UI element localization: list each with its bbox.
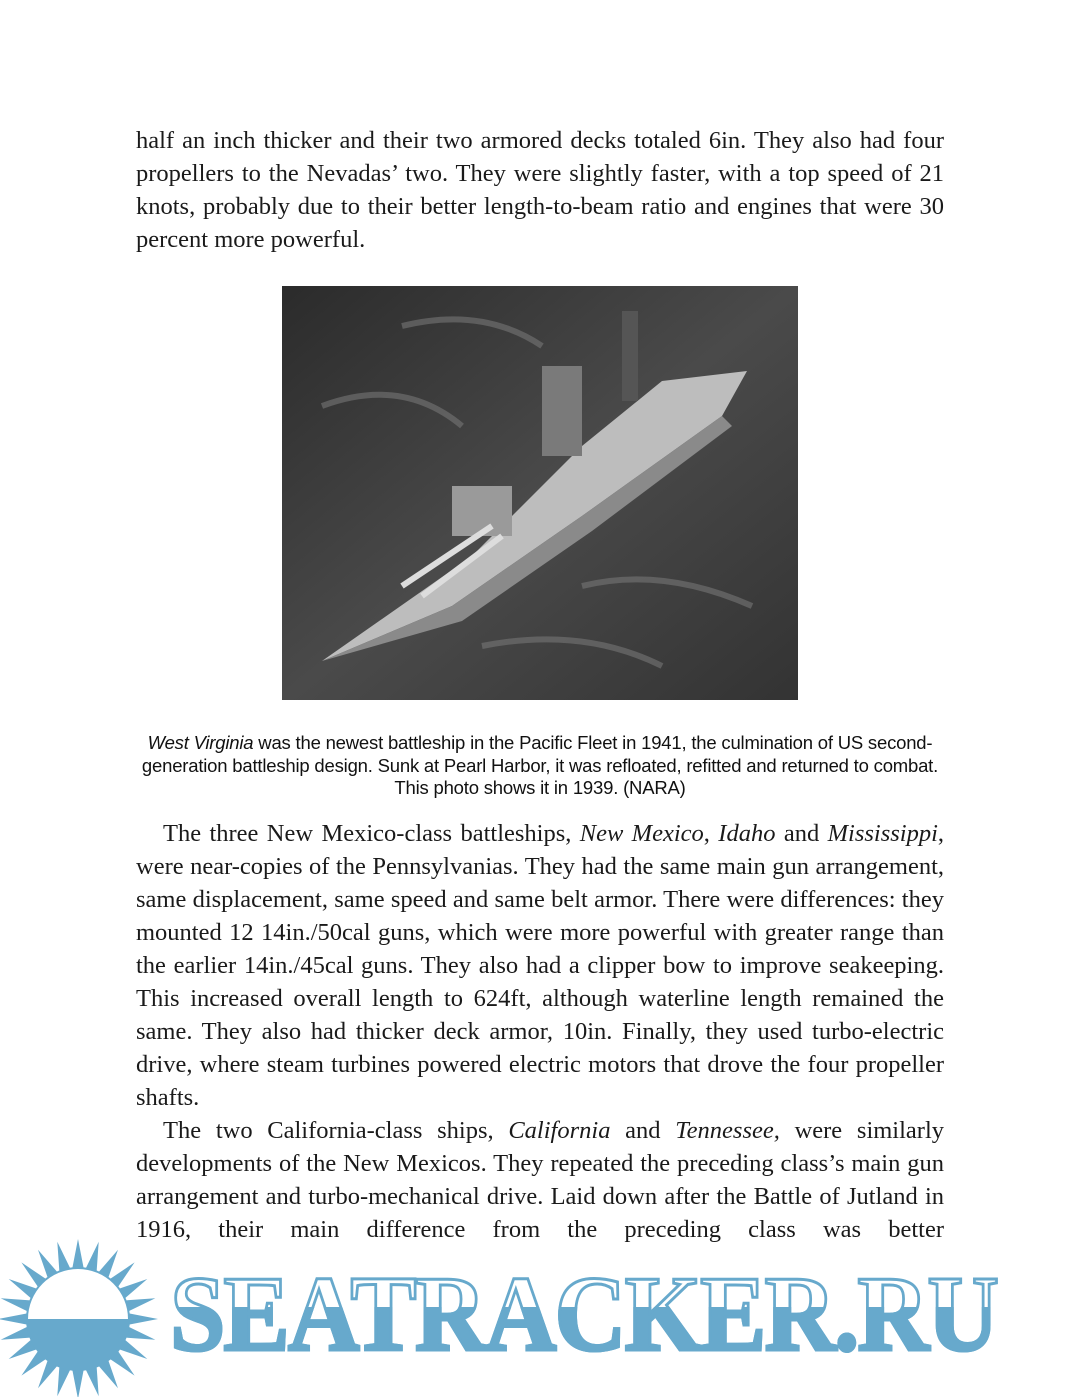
- watermark: [0, 1235, 1080, 1397]
- text-run: and: [610, 1117, 676, 1144]
- caption-text: was the newest battleship in the Pacific Fleet in 1941, the culmination of US second-generation battleship design. Sunk at Pearl Harbor, it was refloated, refitted and returned to combat. This photo shows it in 1939. (NARA): [141, 732, 939, 798]
- ship-name: California: [508, 1117, 611, 1144]
- body-text-top: [136, 124, 944, 256]
- text-run: , were near-copies of the Pennsylvanias. They had the same main gun arrangement, same displacement, same speed and same belt armor. There were differences: they mounted 12 14in./50cal guns, which were more powerful with greater range than the earlier 14in./45cal guns. They also had a clipper bow to improve seakeeping. This increased overall length to 624ft, although waterline length remained the same. They also had thicker deck armor, 10in. Finally, they used turbo-electric drive, where steam turbines powered electric motors that drove the four propeller shafts.: [136, 820, 945, 1111]
- text-run: and: [775, 820, 828, 847]
- text-run: ,: [703, 820, 719, 847]
- body-text-bottom: [136, 817, 944, 1246]
- paragraph: half an inch thicker and their two armored decks totaled 6in. They also had four propellers to the Nevadas’ two. They were slightly faster, with a top speed of 21 knots, probably due to their better length-to-beam ratio and engines that were 30 percent more powerful.: [136, 127, 944, 253]
- sun-icon: [0, 1235, 170, 1397]
- ship-name: Mississippi: [827, 820, 938, 847]
- battleship-photo: [282, 286, 798, 700]
- ship-name: Idaho: [718, 820, 776, 847]
- ship-image: [282, 286, 798, 700]
- paragraph-new-mexico-class: [136, 817, 944, 1114]
- figure-caption: [136, 732, 944, 800]
- text-run: The three New Mexico-class battleships,: [163, 820, 580, 847]
- ship-name: New Mexico: [579, 820, 704, 847]
- caption-ship-name: West Virginia: [147, 732, 254, 753]
- paragraph-california-class: [136, 1114, 944, 1246]
- ship-name: Tennessee,: [675, 1117, 780, 1144]
- watermark-text: SEATRACKER.RU: [170, 1255, 998, 1374]
- text-run: The two California-class ships,: [163, 1117, 509, 1144]
- text-run: were similarly developments of the New Mexicos. They repeated the preceding class’s main gun arrangement and turbo-mechanical drive. Laid down after the Battle of Jutland in 1916, their main difference from the preceding class was better: [136, 1117, 945, 1243]
